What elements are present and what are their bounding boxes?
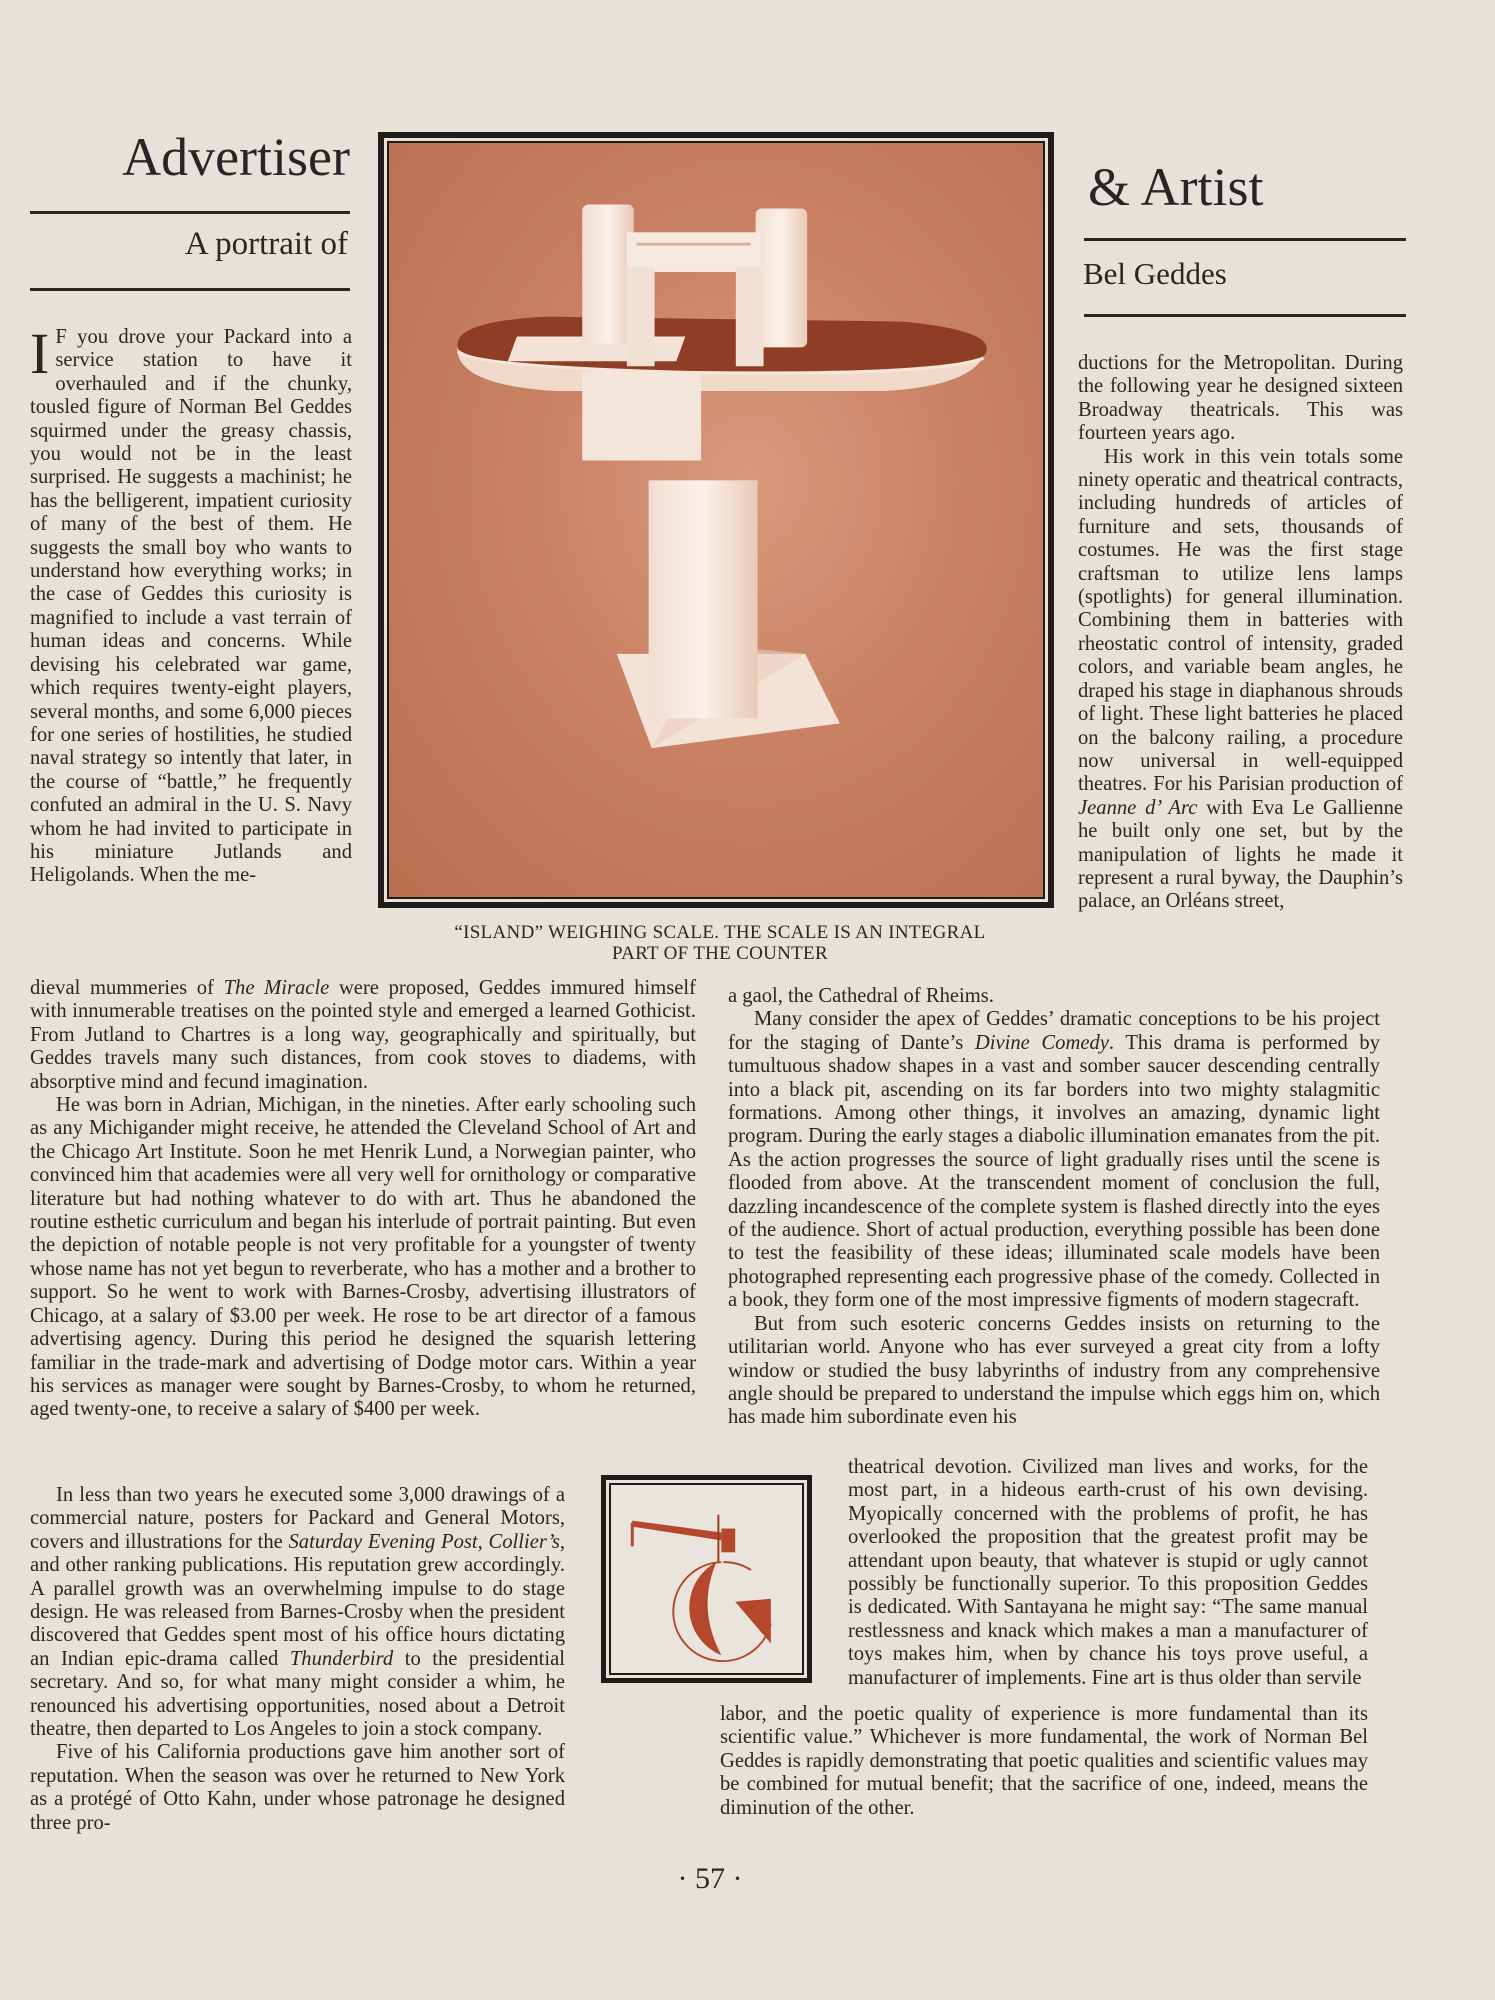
logo-frame (601, 1475, 812, 1683)
italic-title: Divine Comedy (974, 1031, 1109, 1054)
g-monogram-logo (609, 1483, 804, 1675)
article-column-lower-left (30, 977, 696, 1422)
paragraph: But from such esoteric concerns Geddes insists on returning to the utilitarian world. Anyone who has ever surveyed a great city from a lofty window or studied the busy labyrinths of industry from any comprehensive angle should be prepared to understand the impulse which eggs him on, which has made him subordinate even his (728, 1312, 1380, 1429)
italic-title: Jeanne d’ Arc (1078, 796, 1198, 819)
italic-title: The Miracle (223, 977, 330, 999)
paragraph (1078, 446, 1403, 914)
paragraph: theatrical devotion. Civilized man lives and works, for the most part, in a hideous earth-crust of his own devising. Myopically concerned with the problems of profit, he has overlooked the proposition that the greatest profit may be attendant upon beauty, that whatever is stupid or ugly cannot possibly be functionally superior. To this proposition Geddes is dedicated. With Santayana he might say: “The same manual restlessness and knack which makes a man a manufacturer of toys makes him, when by chance his toys prove useful, a manufacturer of implements. Fine art is thus older than servile (848, 1456, 1368, 1689)
paragraph (30, 1484, 565, 1741)
paragraph: Five of his California productions gave him another sort of reputation. When the season was over he returned to New York as a protégé of Otto Kahn, under whose patronage he designed three pro- (30, 1741, 565, 1834)
paragraph-text: . This drama is performed by tumultuous shadow shapes in a vast and somber saucer descending centrally into a black pit, ascending on its far borders into two mighty stalagmitic formations. Among other things, it involves an amazing, dynamic light program. During the early stages a diabolic illumination emanates from the pit. As the action progresses the source of light gradually rises until the scene is flooded from above. At the transcendent moment of conclusion the full, dazzling incandescence of the complete system is flashed directly into the eyes of the audience. Short of actual production, everything possible has been done to test the feasibility of these ideas; illuminated scale models have been photographed representing each progressive phase of the comedy. Collected in a book, they form one of the most impressive figments of modern stagecraft. (728, 1031, 1380, 1312)
italic-title: Collier’s (488, 1530, 560, 1553)
subtitle-left: A portrait of (184, 226, 348, 262)
paragraph (30, 977, 696, 1094)
scale-photo (387, 141, 1045, 899)
paragraph: ductions for the Metropolitan. During the following year he designed sixteen Broadway theatricals. This was fourteen years ago. (1078, 352, 1403, 445)
header-rule (30, 211, 350, 214)
paragraph (728, 1008, 1380, 1312)
drop-cap: I (30, 321, 50, 386)
subtitle-right: Bel Geddes (1083, 256, 1227, 291)
italic-title: Thunderbird (289, 1647, 394, 1670)
paragraph: labor, and the poetic quality of experience is more fundamental than its scientific value.” Whichever is more fundamental, the work of Norman Bel Geddes is rapidly demonstrating that poetic qualities and scientific values may be combined for mutual benefit; that the sacrifice of one, indeed, means the diminution of the other. (720, 1703, 1368, 1819)
caption-line: “ISLAND” WEIGHING SCALE. THE SCALE IS AN INTEGRAL (454, 922, 986, 943)
paragraph-text: with Eva Le Gallienne he built only one set, but by the manipulation of lights he made it represent a rural byway, the Dauphin’s palace, an Orléans street, (1078, 796, 1404, 913)
paragraph-text: dieval mummeries of (30, 977, 224, 999)
title-right: & Artist (1088, 157, 1264, 217)
photo-frame (378, 132, 1054, 908)
weighing-scale-illustration (389, 143, 1043, 897)
italic-title: Saturday Evening Post (288, 1530, 478, 1553)
article-column-final (720, 1703, 1368, 1820)
g-scale-logo-icon (611, 1485, 802, 1673)
paragraph-text: In less than two years he executed some 3,000 drawings of a commercial nature, posters for Packard and General Motors, covers and illustrations for the (30, 1484, 565, 1553)
photo-caption (380, 922, 1060, 964)
article-column-left (30, 321, 352, 888)
paragraph-text: His work in this vein totals some ninety operatic and theatrical contracts, including hundreds of articles of furniture and sets, thousands of costumes. He was the first stage craftsman to utilize lens lamps (spotlights) for general illumination. Combining them in batteries with rheostatic control of intensity, graded colors, and variable beam angles, he draped his stage in diaphanous shrouds of light. These light batteries he placed on the balcony railing, a procedure now universal in well-equipped theatres. For his Parisian production of (1078, 445, 1403, 796)
paragraph-text: , and other ranking publications. His reputation grew accordingly. A parallel growth was an overwhelming impulse to do stage design. He was released from Barnes-Crosby when the president discovered that Geddes spent most of his office hours dictating an Indian epic-drama called (30, 1530, 565, 1670)
header-rule (30, 288, 350, 291)
page-number: · 57 · (677, 1862, 743, 1895)
caption-line: PART OF THE COUNTER (612, 943, 828, 964)
paragraph: a gaol, the Cathedral of Rheims. (728, 985, 994, 1007)
paragraph-text: Many consider the apex of Geddes’ dramatic conceptions to be his project for the staging of Dante’s (728, 1008, 1380, 1054)
paragraph-text: were proposed, Geddes immured himself with innumerable treatises on the pointed style and emerged a learned Gothicist. From Jutland to Chartres is a long way, geographically and spiritually, but Geddes travels many such distances, from cook stoves to diadems, with absorptive mind and fecund imagination. (30, 977, 696, 1093)
paragraph: He was born in Adrian, Michigan, in the nineties. After early schooling such as any Michigander might receive, he attended the Cleveland School of Art and the Chicago Art Institute. Soon he met Henrik Lund, a Norwegian painter, who convinced him that academies were all very well for ornithology or comparative literature but had nothing whatever to do with art. Thus he abandoned the routine esthetic curriculum and began his interlude of portrait painting. But even the depiction of notable people is not very profitable for a youngster of twenty whose name has not yet begun to reverberate, who has a mother and a brother to support. So he went to work with Barnes-Crosby, advertising illustrators of Chicago, at a salary of $3.00 per week. He rose to be art director of a famous advertising agency. During this period he designed the squarish lettering familiar in the trade-mark and advertising of Dodge motor cars. Within a year his services as manager were sought by Barnes-Crosby, to whom he returned, aged twenty-one, to receive a salary of $400 per week. (30, 1094, 696, 1421)
paragraph-text: , (477, 1530, 489, 1553)
article-column-lower-right (728, 985, 1380, 1430)
article-column-lower-left-wrap (30, 1484, 565, 1835)
paragraph-text: to the presidential secretary. And so, for what many might consider a whim, he renounced his advertising opportunities, nosed about a Detroit theatre, then departed to Los Angeles to join a stock company. (30, 1647, 565, 1741)
paragraph-text: F you drove your Packard into a service station to have it overhauled and if the chunky, tousled figure of Norman Bel Geddes squirmed under the greasy chassis, you would not be in the least surprised. He suggests a machinist; he has the belligerent, impatient curiosity of many of the best of them. He suggests the small boy who wants to understand how everything works; in the case of Geddes this curiosity is magnified to include a vast terrain of human ideas and concerns. While devising his celebrated war game, which requires twenty-eight players, several months, and some 6,000 pieces for one series of hostilities, he studied naval strategy so intently that later, in the course of “battle,” he frequently confuted an admiral in the U. S. Navy whom he had invited to participate in his miniature Jutlands and Heligolands. When the me- (30, 326, 352, 887)
article-column-lower-right-wrap (848, 1456, 1368, 1690)
title-left: Advertiser (122, 127, 350, 187)
header-rule (1084, 238, 1406, 241)
header-rule (1084, 314, 1406, 317)
article-column-right (1078, 352, 1403, 914)
